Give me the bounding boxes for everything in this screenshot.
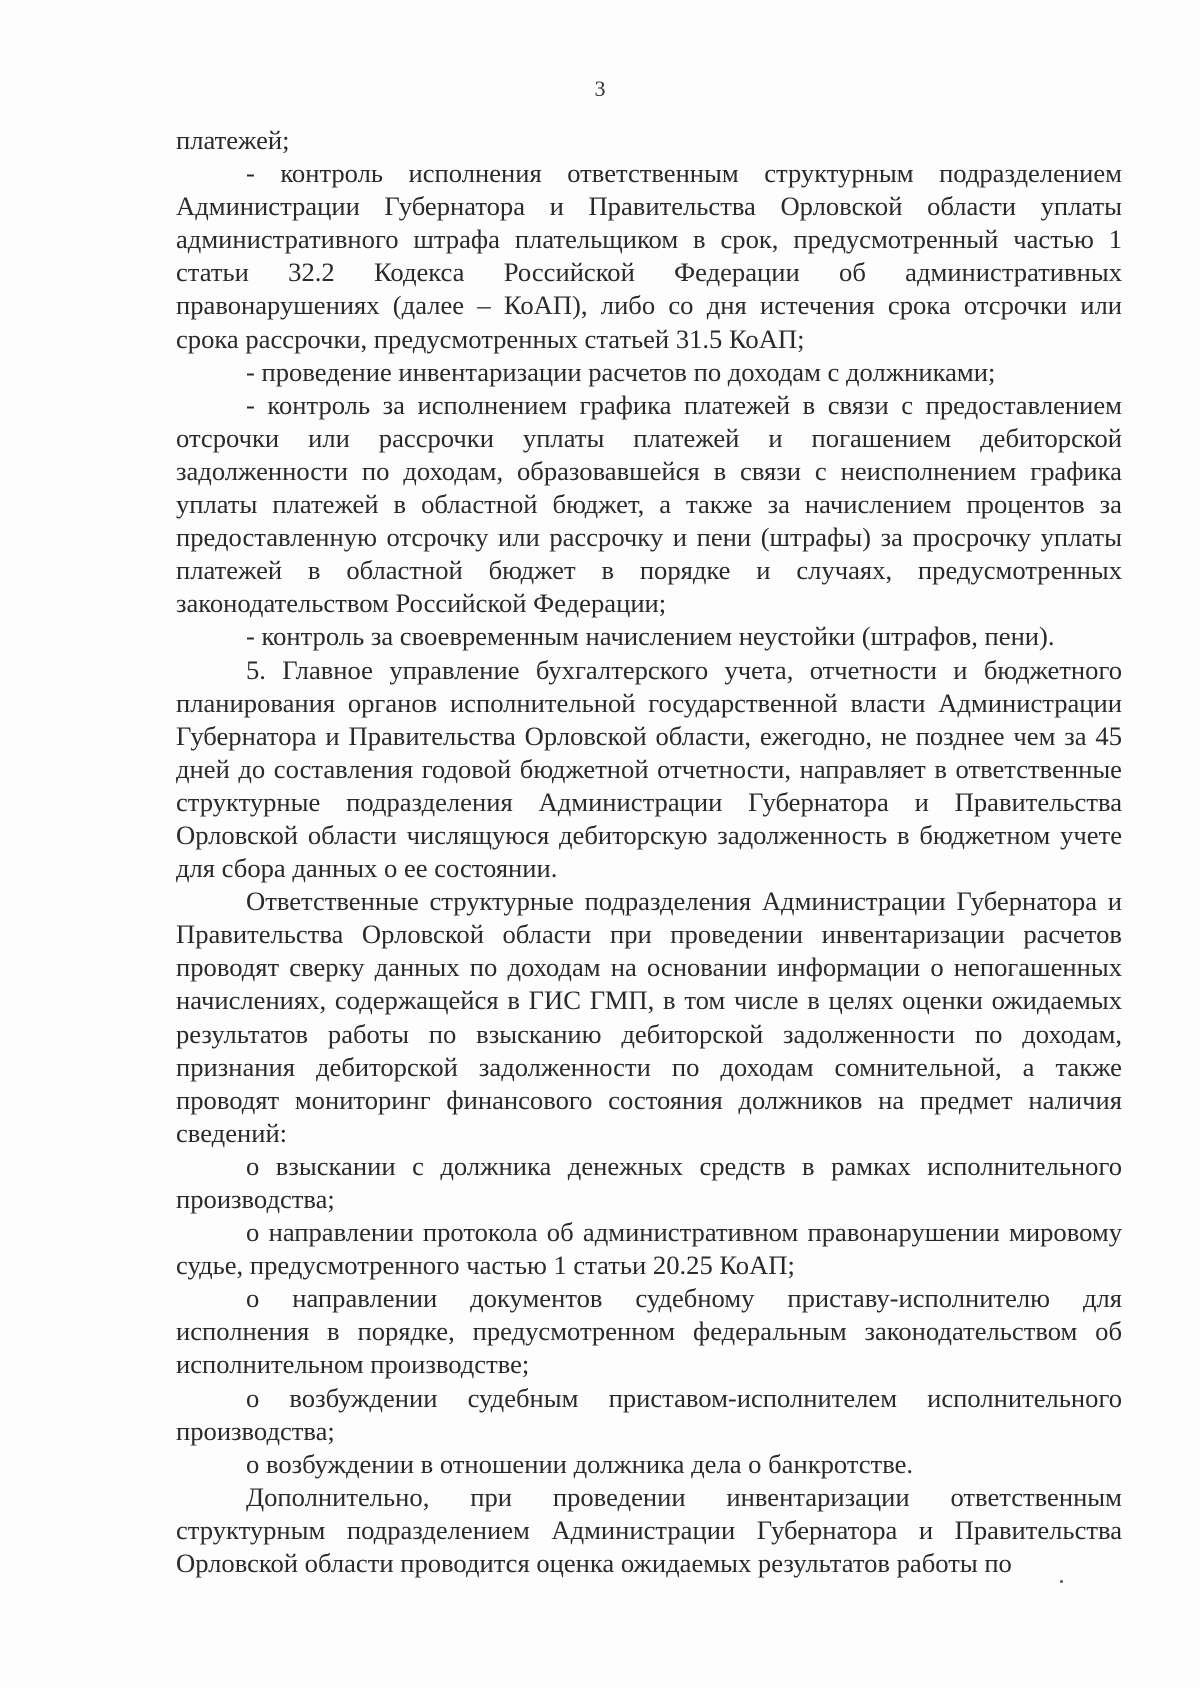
paragraph: о направлении документов судебному приставу-исполнителю для исполнения в порядке, предусмотренном федеральным законодательством об исполнительном производстве; [176, 1283, 1122, 1380]
page-number: 3 [594, 76, 606, 101]
paragraph: 5. Главное управление бухгалтерского учета, отчетности и бюджетного планирования органов исполнительной государственной власти Администрации Губернатора и Правительства Орловской области, ежегодно, не позднее чем за 45 дней до составления годовой бюджетной отчетности, направляет в ответственные структурные подразделения Администрации Губернатора и Правительства Орловской области числящуюся дебиторскую задолженность в бюджетном учете для сбора данных о ее состоянии. [176, 654, 1122, 884]
paragraph: о возбуждении в отношении должника дела о банкротстве. [246, 1448, 914, 1479]
paragraph: Дополнительно, при проведении инвентаризации ответственным структурным подразделением Администрации Губернатора и Правительства Орловской области проводится оценка ожидаемых результатов работы по [176, 1481, 1122, 1579]
paragraph: о направлении протокола об административном правонарушении мировому судье, предусмотренного частью 1 статьи 20.25 КоАП; [176, 1217, 1122, 1281]
paragraph: - контроль за своевременным начислением неустойки (штрафов, пени). [246, 621, 1055, 652]
paragraph: о возбуждении судебным приставом-исполнителем исполнительного производства; [176, 1382, 1122, 1446]
paragraph: - проведение инвентаризации расчетов по доходам с должниками; [246, 356, 996, 387]
paragraph: Ответственные структурные подразделения Администрации Губернатора и Правительства Орловской области при проведении инвентаризации расчетов проводят сверку данных по доходам на основании информации о непогашенных начислениях, содержащейся в ГИС ГМП, в том числе в целях оценки ожидаемых результатов работы по взысканию дебиторской задолженности по доходам, признания дебиторской задолженности по доходам сомнительной, а также проводят мониторинг финансового состояния должников на предмет наличия сведений: [176, 886, 1122, 1148]
document-body [176, 124, 1122, 1580]
paragraph: о взыскании с должника денежных средств в рамках исполнительного производства; [176, 1150, 1122, 1214]
paragraph: - контроль за исполнением графика платежей в связи с предоставлением отсрочки или рассрочки уплаты платежей и погашением дебиторской задолженности по доходам, образовавшейся в связи с неисполнением графика уплаты платежей в областной бюджет, а также за начислением процентов за предоставленную отсрочку или рассрочку и пени (штрафы) за просрочку уплаты платежей в областной бюджет в порядке и случаях, предусмотренных законодательством Российской Федерации; [176, 389, 1122, 619]
paragraph: - контроль исполнения ответственным структурным подразделением Администрации Губернатора и Правительства Орловской области уплаты административного штрафа плательщиком в срок, предусмотренный частью 1 статьи 32.2 Кодекса Российской Федерации об административных правонарушениях (далее – КоАП), либо со дня истечения срока отсрочки или срока рассрочки, предусмотренных статьей 31.5 КоАП; [176, 158, 1122, 354]
scan-speck [1060, 1580, 1063, 1583]
paragraph: платежей; [176, 125, 290, 155]
